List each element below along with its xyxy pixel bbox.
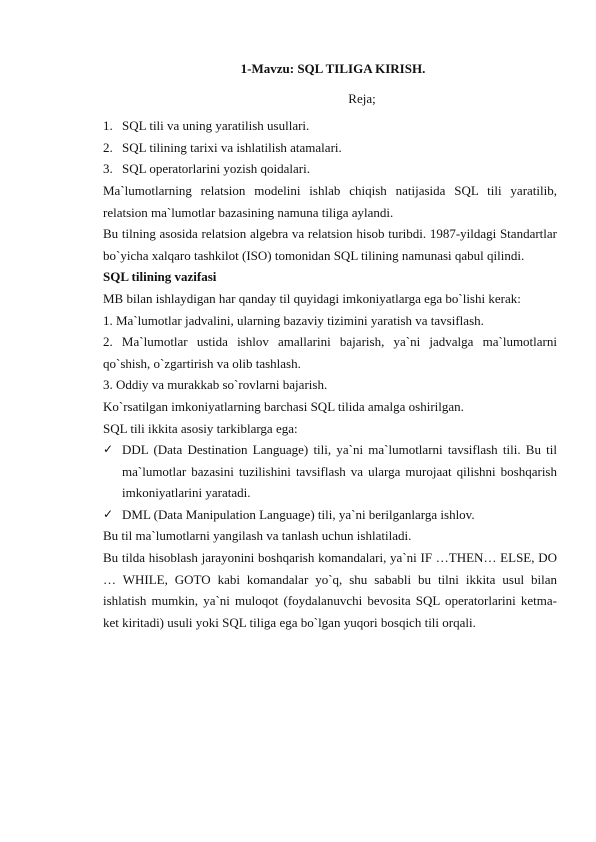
section-line: SQL tili ikkita asosiy tarkiblarga ega:	[103, 420, 298, 436]
document-page	[103, 58, 557, 633]
check-item-text: DML (Data Manipulation Language) tili, ya`ni berilganlarga ishlov.	[122, 506, 475, 522]
plan-item-number: 2.	[103, 139, 113, 155]
plan-item-text: SQL tilining tarixi va ishlatilish atamalari.	[122, 139, 342, 155]
section-line: Ko`rsatilgan imkoniyatlarning barchasi SQL tilida amalga oshirilgan.	[103, 398, 464, 414]
closing-paragraph: Bu tilda hisoblash jarayonini boshqarish komandalari, ya`ni IF …THEN… ELSE, DO … WHILE, GOTO kabi komandalar yo`q, shu sababli bu tilni ikkita usul bilan ishlatish mumkin, ya`ni muloqot (foydalanuvchi bevosita SQL operatorlarini ketma-ket kiritadi) usuli yoki SQL tiliga ega bo`lgan yuqori bosqich tili orqali.	[103, 550, 557, 630]
plan-item-text: SQL tili va uning yaratilish usullari.	[122, 118, 310, 134]
checkmark-icon: ✓	[103, 442, 114, 457]
section-line: 3. Oddiy va murakkab so`rovlarni bajarish.	[103, 377, 328, 393]
plan-item	[103, 115, 557, 137]
section-heading: SQL tilining vazifasi	[103, 269, 217, 285]
check-list-item	[103, 439, 557, 504]
section-line: 2. Ma`lumotlar ustida ishlov amallarini bajarish, ya`ni jadvalga ma`lumotlarni qo`shish, o`zgartirish va olib tashlash.	[103, 334, 557, 371]
check-list-item	[103, 504, 557, 526]
section-line: MB bilan ishlaydigan har qanday til quyidagi imkoniyatlarga ega bo`lishi kerak:	[103, 290, 521, 306]
closing-paragraph: Bu til ma`lumotlarni yangilash va tanlash uchun ishlatiladi.	[103, 528, 412, 544]
plan-item	[103, 158, 557, 180]
plan-list	[103, 115, 557, 180]
intro-paragraph: Ma`lumotlarning relatsion modelini ishlab chiqish natijasida SQL tili yaratilib, relatsion ma`lumotlar bazasining namuna tiliga aylandi.	[103, 182, 557, 220]
plan-label: Reja;	[348, 90, 376, 106]
check-item-text: DDL (Data Destination Language) tili, ya`ni ma`lumotlarni tavsiflash tili. Bu til ma`lumotlar bazasini tuzilishini tavsiflash va ularga murojaat qilishni boshqarish imkoniyatlarini yaratadi.	[122, 442, 557, 501]
document-title: 1-Mavzu: SQL TILIGA KIRISH.	[240, 61, 426, 76]
intro-paragraph: Bu tilning asosida relatsion algebra va relatsion hisob turibdi. 1987-yildagi Standartlar bo`yicha xalqaro tashkilot (ISO) tomonidan SQL tilining namunasi qabul qilindi.	[103, 226, 557, 263]
plan-item-text: SQL operatorlarini yozish qoidalari.	[122, 161, 310, 177]
plan-item	[103, 137, 557, 159]
plan-item-number: 1.	[103, 118, 113, 134]
checkmark-icon: ✓	[103, 506, 114, 521]
section-line: 1. Ma`lumotlar jadvalini, ularning bazaviy tizimini yaratish va tavsiflash.	[103, 312, 484, 328]
plan-item-number: 3.	[103, 161, 113, 177]
